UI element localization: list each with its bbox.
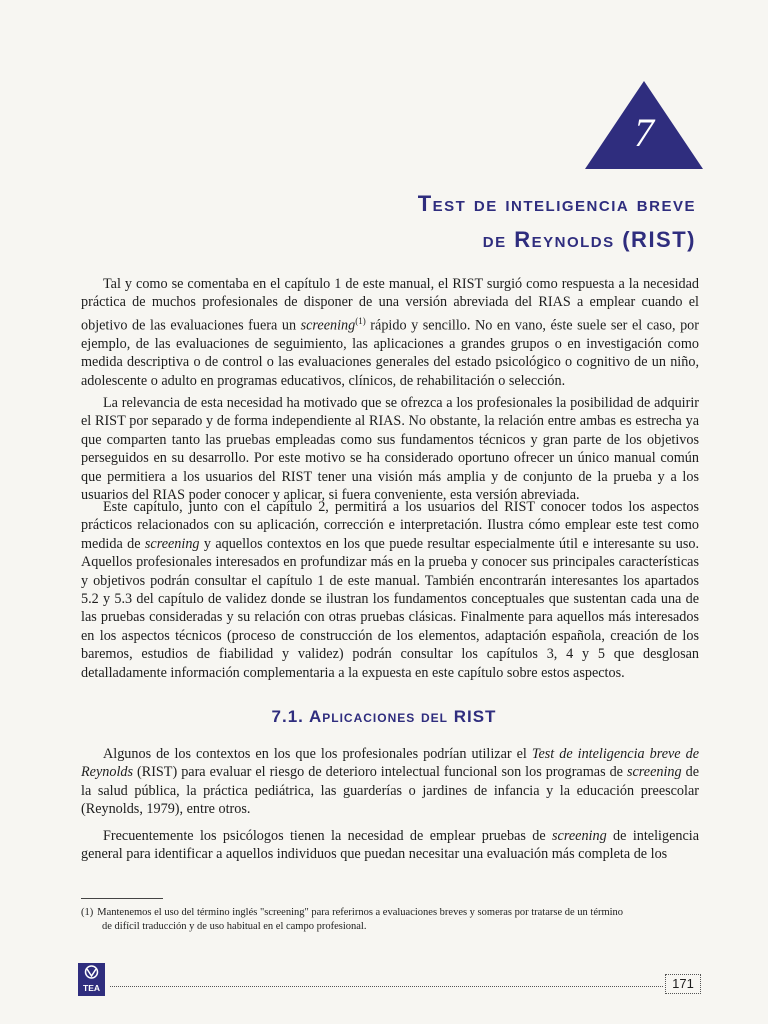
footnote [81,906,701,934]
paragraph-1-text-b: rápido y sencillo. No en vano, éste suele ser el caso, por ejemplo, de las evaluaciones de seguimiento, las aplicaciones a grandes grupos o en investigación como medida descriptiva o de control o las evaluaciones generales del estado psicológico o cognitivo de un niño, adolescente o adulto en programas educativos, clínicos, de rehabilitación o selección. [81,317,699,389]
paragraph-5-italic: screening [552,828,607,844]
paragraph-3-text-a: Este capítulo, junto con el capítulo 2, permitirá a los usuarios del RIST conocer todos los aspectos prácticos relacionados con su aplicación, corrección e interpretación. Ilustra cómo emplear este test como medida de [81,499,699,552]
footnote-line-2: de difícil traducción y de uso habitual en el campo profesional. [102,921,367,932]
paragraph-5-text-a: Frecuentemente los psicólogos tienen la necesidad de emplear pruebas de [103,828,553,844]
paragraph-3 [81,498,699,682]
chapter-title [418,186,696,258]
paragraph-4-italic: screening [626,764,682,781]
paragraph-4-text-c: de la salud pública, la práctica pediátrica, las guarderías o jardines de infancia y la educación preescolar (Reynolds, 1979), entre otros. [81,764,699,818]
section-number: 7.1. [271,707,304,726]
chapter-title-line-1: Test de inteligencia breve [417,191,696,216]
paragraph-1-text-a: Tal y como se comentaba en el capítulo 1 de este manual, el RIST surgió como respuesta a la necesidad práctica de muchos profesionales de disponer de una versión abreviada del RIAS a emplear cuando el objetivo de las evaluaciones fuera un [81,276,699,334]
chapter-triangle-badge [583,79,705,171]
footnote-number: (1) [81,907,94,918]
chapter-number: 7 [634,110,654,155]
page-number: 171 [665,974,701,994]
chapter-title-line-2: de Reynolds (RIST) [482,227,696,252]
footnote-divider [81,898,163,899]
footnote-reference[interactable]: (1) [355,315,366,326]
paragraph-5 [81,827,699,864]
footer-dotted-rule [110,986,663,987]
section-heading [0,707,768,727]
paragraph-5-text-b: de inteligencia general para identificar a aquellos individuos que puedan necesitar una evaluación más completa de los [81,828,699,863]
paragraph-1-italic: screening [300,317,356,334]
section-title: Aplicaciones del RIST [308,707,497,726]
paragraph-4-italic-title: Test de inteligencia breve de Reynolds [81,746,699,781]
paragraph-3-italic: screening [144,535,200,552]
publisher-name: TEA [83,983,100,993]
paragraph-4 [81,745,699,819]
paragraph-4-text-a: Algunos de los contextos en los que los profesionales podrían utilizar el [103,746,532,762]
footnote-line-1: Mantenemos el uso del término inglés "screening" para referirnos a evaluaciones breves y someras por tratarse de un término [97,907,624,918]
paragraph-3-text-b: y aquellos contextos en los que puede resultar especialmente útil e interesante su uso. Aquellos profesionales interesados en profundizar más en la prueba y conocer sus principales características y objetivos podrán consultar el capítulo 1 de este manual. También encontrarán interesantes los apartados 5.2 y 5.3 del capítulo de validez donde se ilustran los fundamentos conceptuales que sustentan cada una de las pruebas consideradas y su relación con otras pruebas clásicas. Finalmente para aquellos más interesados en los aspectos técnicos (proceso de construcción de los elementos, adaptación española, creación de los baremos, estudios de fiabilidad y validez) podrán consultar los capítulos 3, 4 y 5 que desglosan detalladamente información complementaria a la expuesta en este capítulo sobre estos aspectos. [81,535,700,681]
paragraph-1 [81,275,699,390]
paragraph-2: La relevancia de esta necesidad ha motivado que se ofrezca a los profesionales la posibilidad de adquirir el RIST por separado y de forma independiente al RIAS. No obstante, la relación entre ambas es estrecha ya que comparten tanto las pruebas empleadas como sus fundamentos técnicos y gran parte de los objetivos perseguidos en su desarrollo. Por este motivo se ha considerado oportuno ofrecer un único manual común que permitiera a los usuarios del RIST tener una visión más amplia y de conjunto de la prueba y a los usuarios del RIAS poder conocer y aplicar, si fuera conveniente, esta versión abreviada. [81,395,699,504]
paragraph-4-text-b: (RIST) para evaluar el riesgo de deterioro intelectual funcional son los programas de [133,764,627,781]
